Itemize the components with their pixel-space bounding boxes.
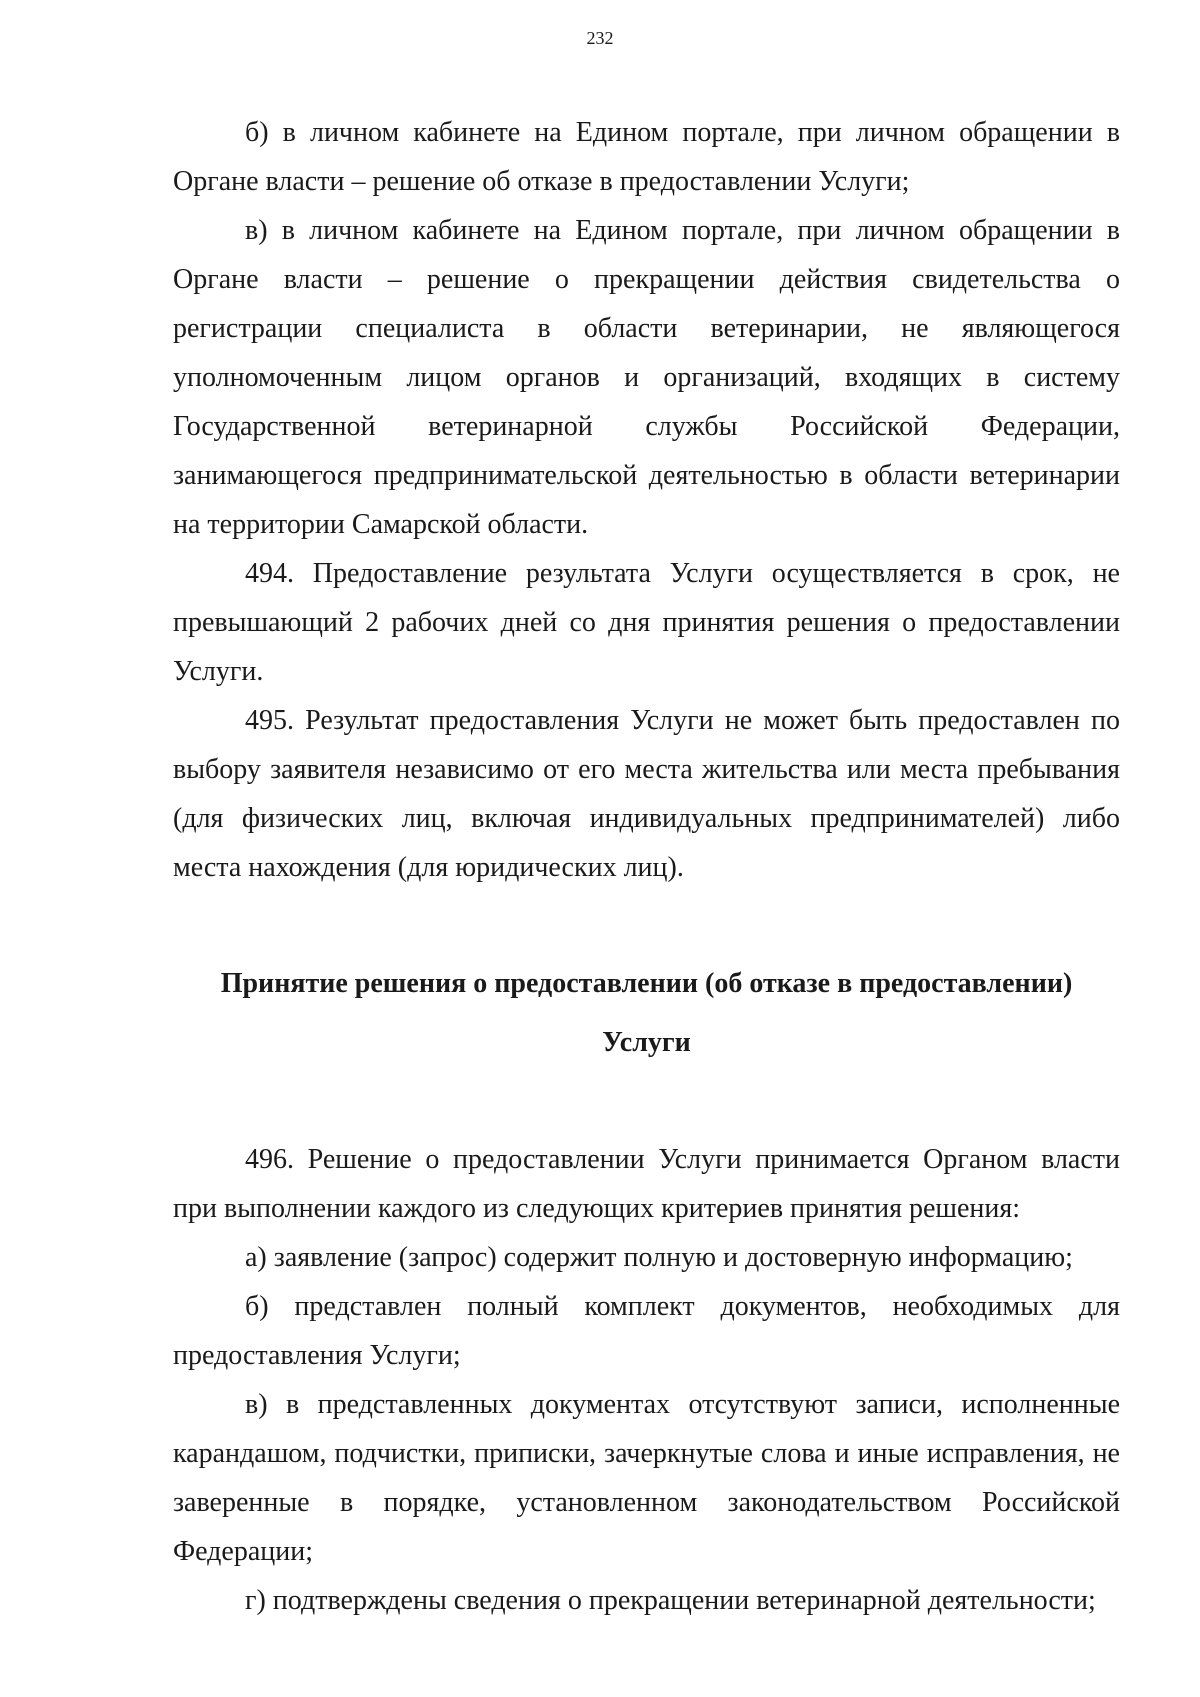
criterion-v: в) в представленных документах отсутствуют записи, исполненные карандашом, подчистки, приписки, зачеркнутые слова и иные исправления, не заверенные в порядке, установленном законодательством Российской Федерации; bbox=[173, 1389, 1120, 1567]
paragraph-item-b: б) в личном кабинете на Едином портале, при личном обращении в Органе власти – решение об отказе в предоставлении Услуги; bbox=[173, 117, 1120, 197]
paragraph-495: 495. Результат предоставления Услуги не может быть предоставлен по выбору заявителя независимо от его места жительства или места пребывания (для физических лиц, включая индивидуальных предпринимателей) либо места нахождения (для юридических лиц). bbox=[173, 705, 1120, 883]
paragraph-item-v: в) в личном кабинете на Едином портале, при личном обращении в Органе власти – решение о прекращении действия свидетельства о регистрации специалиста в области ветеринарии, не являющегося уполномоченным лицом органов и организаций, входящих в систему Государственной ветеринарной службы Российской Федерации, занимающегося предпринимательской деятельностью в области ветеринарии на территории Самарской области. bbox=[173, 215, 1120, 540]
criterion-a: а) заявление (запрос) содержит полную и достоверную информацию; bbox=[245, 1242, 1073, 1273]
section-heading-line-2: Услуги bbox=[602, 1027, 691, 1058]
paragraph-496: 496. Решение о предоставлении Услуги принимается Органом власти при выполнении каждого из следующих критериев принятия решения: bbox=[173, 1144, 1120, 1224]
page-number: 232 bbox=[586, 28, 614, 48]
criterion-b: б) представлен полный комплект документов, необходимых для предоставления Услуги; bbox=[173, 1291, 1120, 1371]
section-heading-line-1: Принятие решения о предоставлении (об отказе в предоставлении) bbox=[220, 968, 1073, 999]
criterion-g: г) подтверждены сведения о прекращении ветеринарной деятельности; bbox=[245, 1585, 1096, 1616]
section-heading bbox=[173, 954, 1120, 1072]
document-body bbox=[173, 108, 1120, 1625]
paragraph-494: 494. Предоставление результата Услуги осуществляется в срок, не превышающий 2 рабочих дней со дня принятия решения о предоставлении Услуги. bbox=[173, 558, 1120, 687]
